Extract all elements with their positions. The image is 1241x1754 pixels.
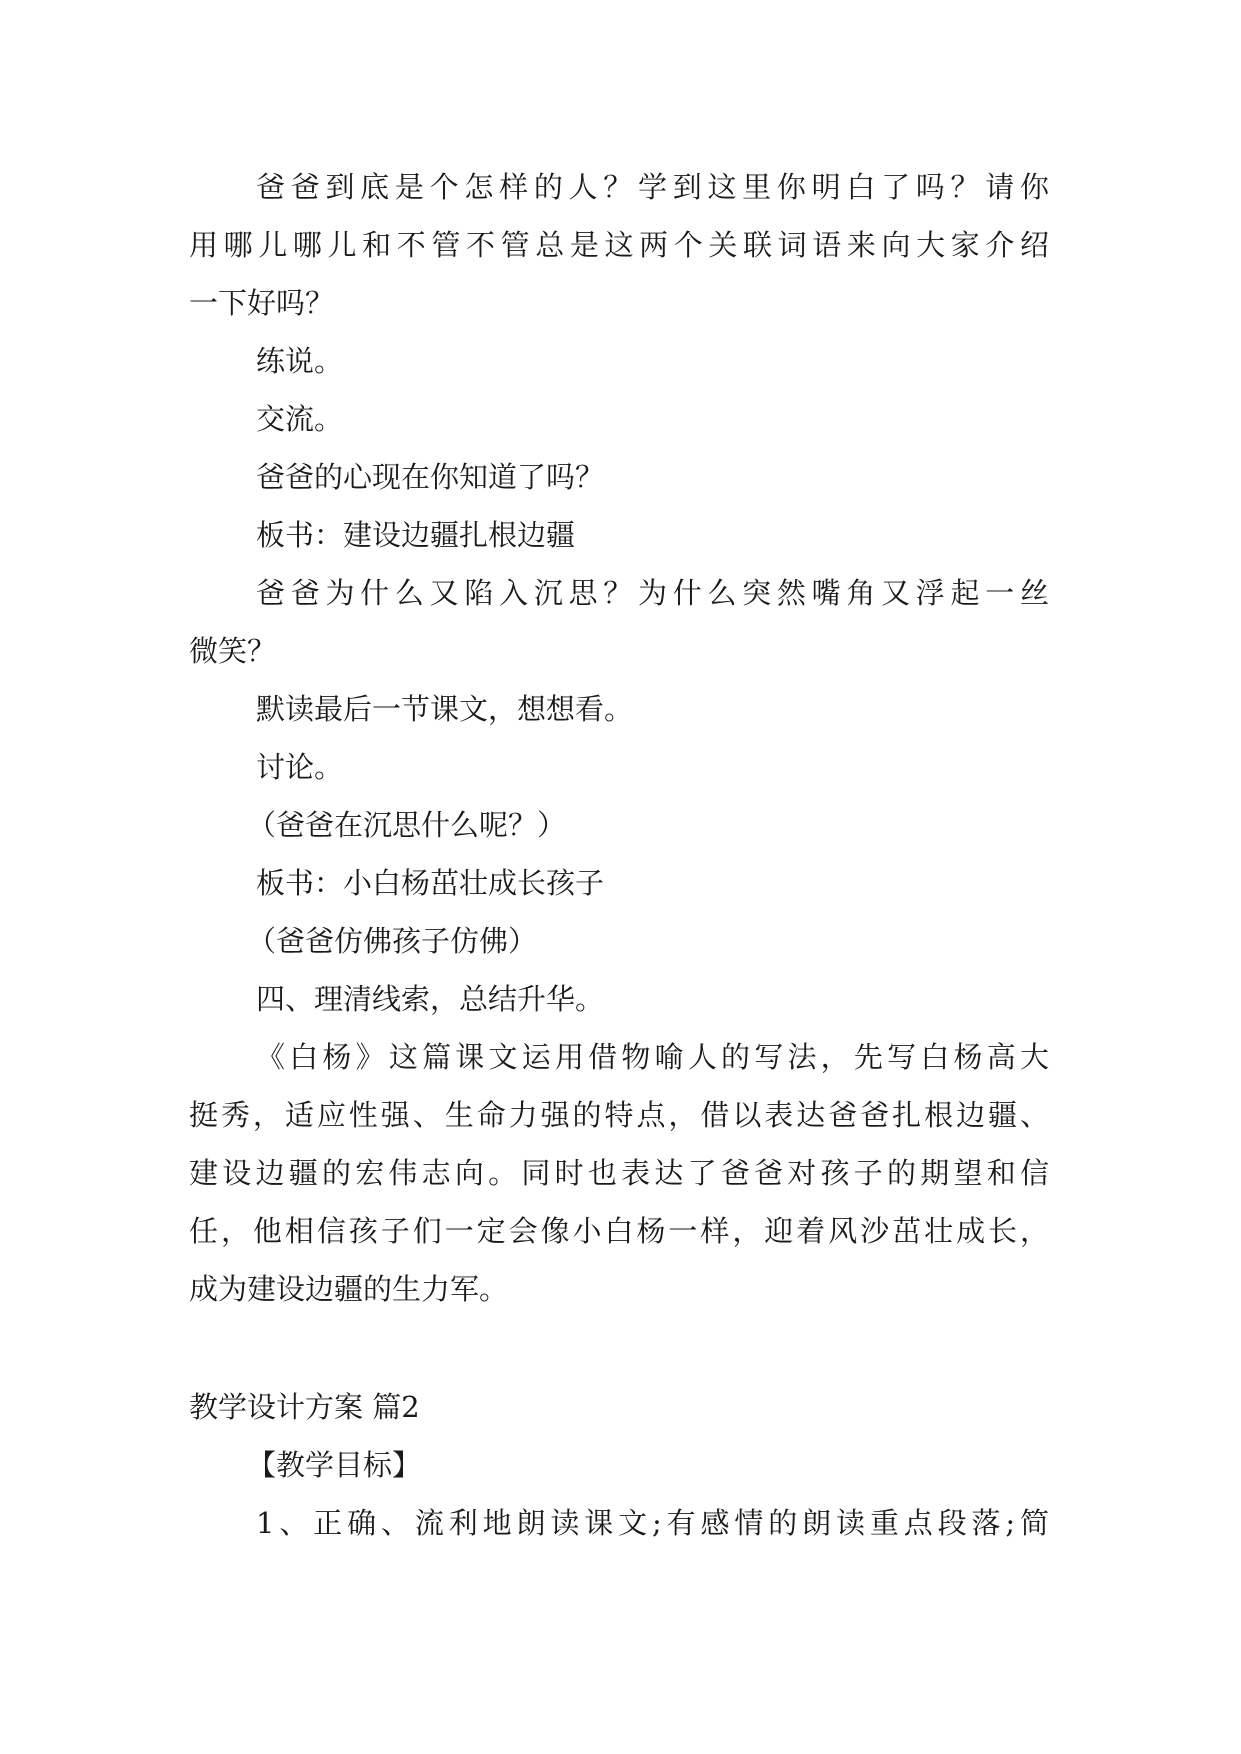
paragraph-line: 《白杨》这篇课文运用借物喻人的写法，先写白杨高大 xyxy=(256,1040,1049,1074)
paragraph-line: （爸爸仿佛孩子仿佛） xyxy=(247,924,538,958)
paragraph-line: 成为建设边疆的生力军。 xyxy=(189,1272,509,1306)
paragraph-line: 四、理清线索，总结升华。 xyxy=(256,982,605,1016)
paragraph-line: 一下好吗？ xyxy=(189,286,335,320)
paragraph-line: 交流。 xyxy=(256,402,344,436)
paragraph-line: 微笑？ xyxy=(189,634,277,668)
paragraph-line: 挺秀，适应性强、生命力强的特点，借以表达爸爸扎根边疆、 xyxy=(189,1098,1049,1132)
paragraph-line: 任，他相信孩子们一定会像小白杨一样，迎着风沙茁壮成长， xyxy=(189,1214,1049,1248)
paragraph-line: 爸爸到底是个怎样的人？学到这里你明白了吗？请你 xyxy=(256,170,1049,204)
paragraph-line: 爸爸为什么又陷入沉思？为什么突然嘴角又浮起一丝 xyxy=(256,576,1049,610)
paragraph-line: 练说。 xyxy=(256,344,344,378)
paragraph-line: 默读最后一节课文，想想看。 xyxy=(256,692,634,726)
paragraph-line: 讨论。 xyxy=(256,750,344,784)
objective-item: 1、正确、流利地朗读课文;有感情的朗读重点段落;简 xyxy=(256,1506,1049,1540)
paragraph-line: 爸爸的心现在你知道了吗？ xyxy=(256,460,605,494)
paragraph-line: 板书：建设边疆扎根边疆 xyxy=(256,518,576,552)
objectives-heading: 【教学目标】 xyxy=(247,1448,422,1482)
paragraph-line: 用哪儿哪儿和不管不管总是这两个关联词语来向大家介绍 xyxy=(189,228,1049,262)
section-title: 教学设计方案 篇2 xyxy=(189,1390,420,1424)
paragraph-line: （爸爸在沉思什么呢？） xyxy=(247,808,567,842)
paragraph-line: 板书：小白杨茁壮成长孩子 xyxy=(256,866,605,900)
paragraph-line: 建设边疆的宏伟志向。同时也表达了爸爸对孩子的期望和信 xyxy=(189,1156,1049,1190)
